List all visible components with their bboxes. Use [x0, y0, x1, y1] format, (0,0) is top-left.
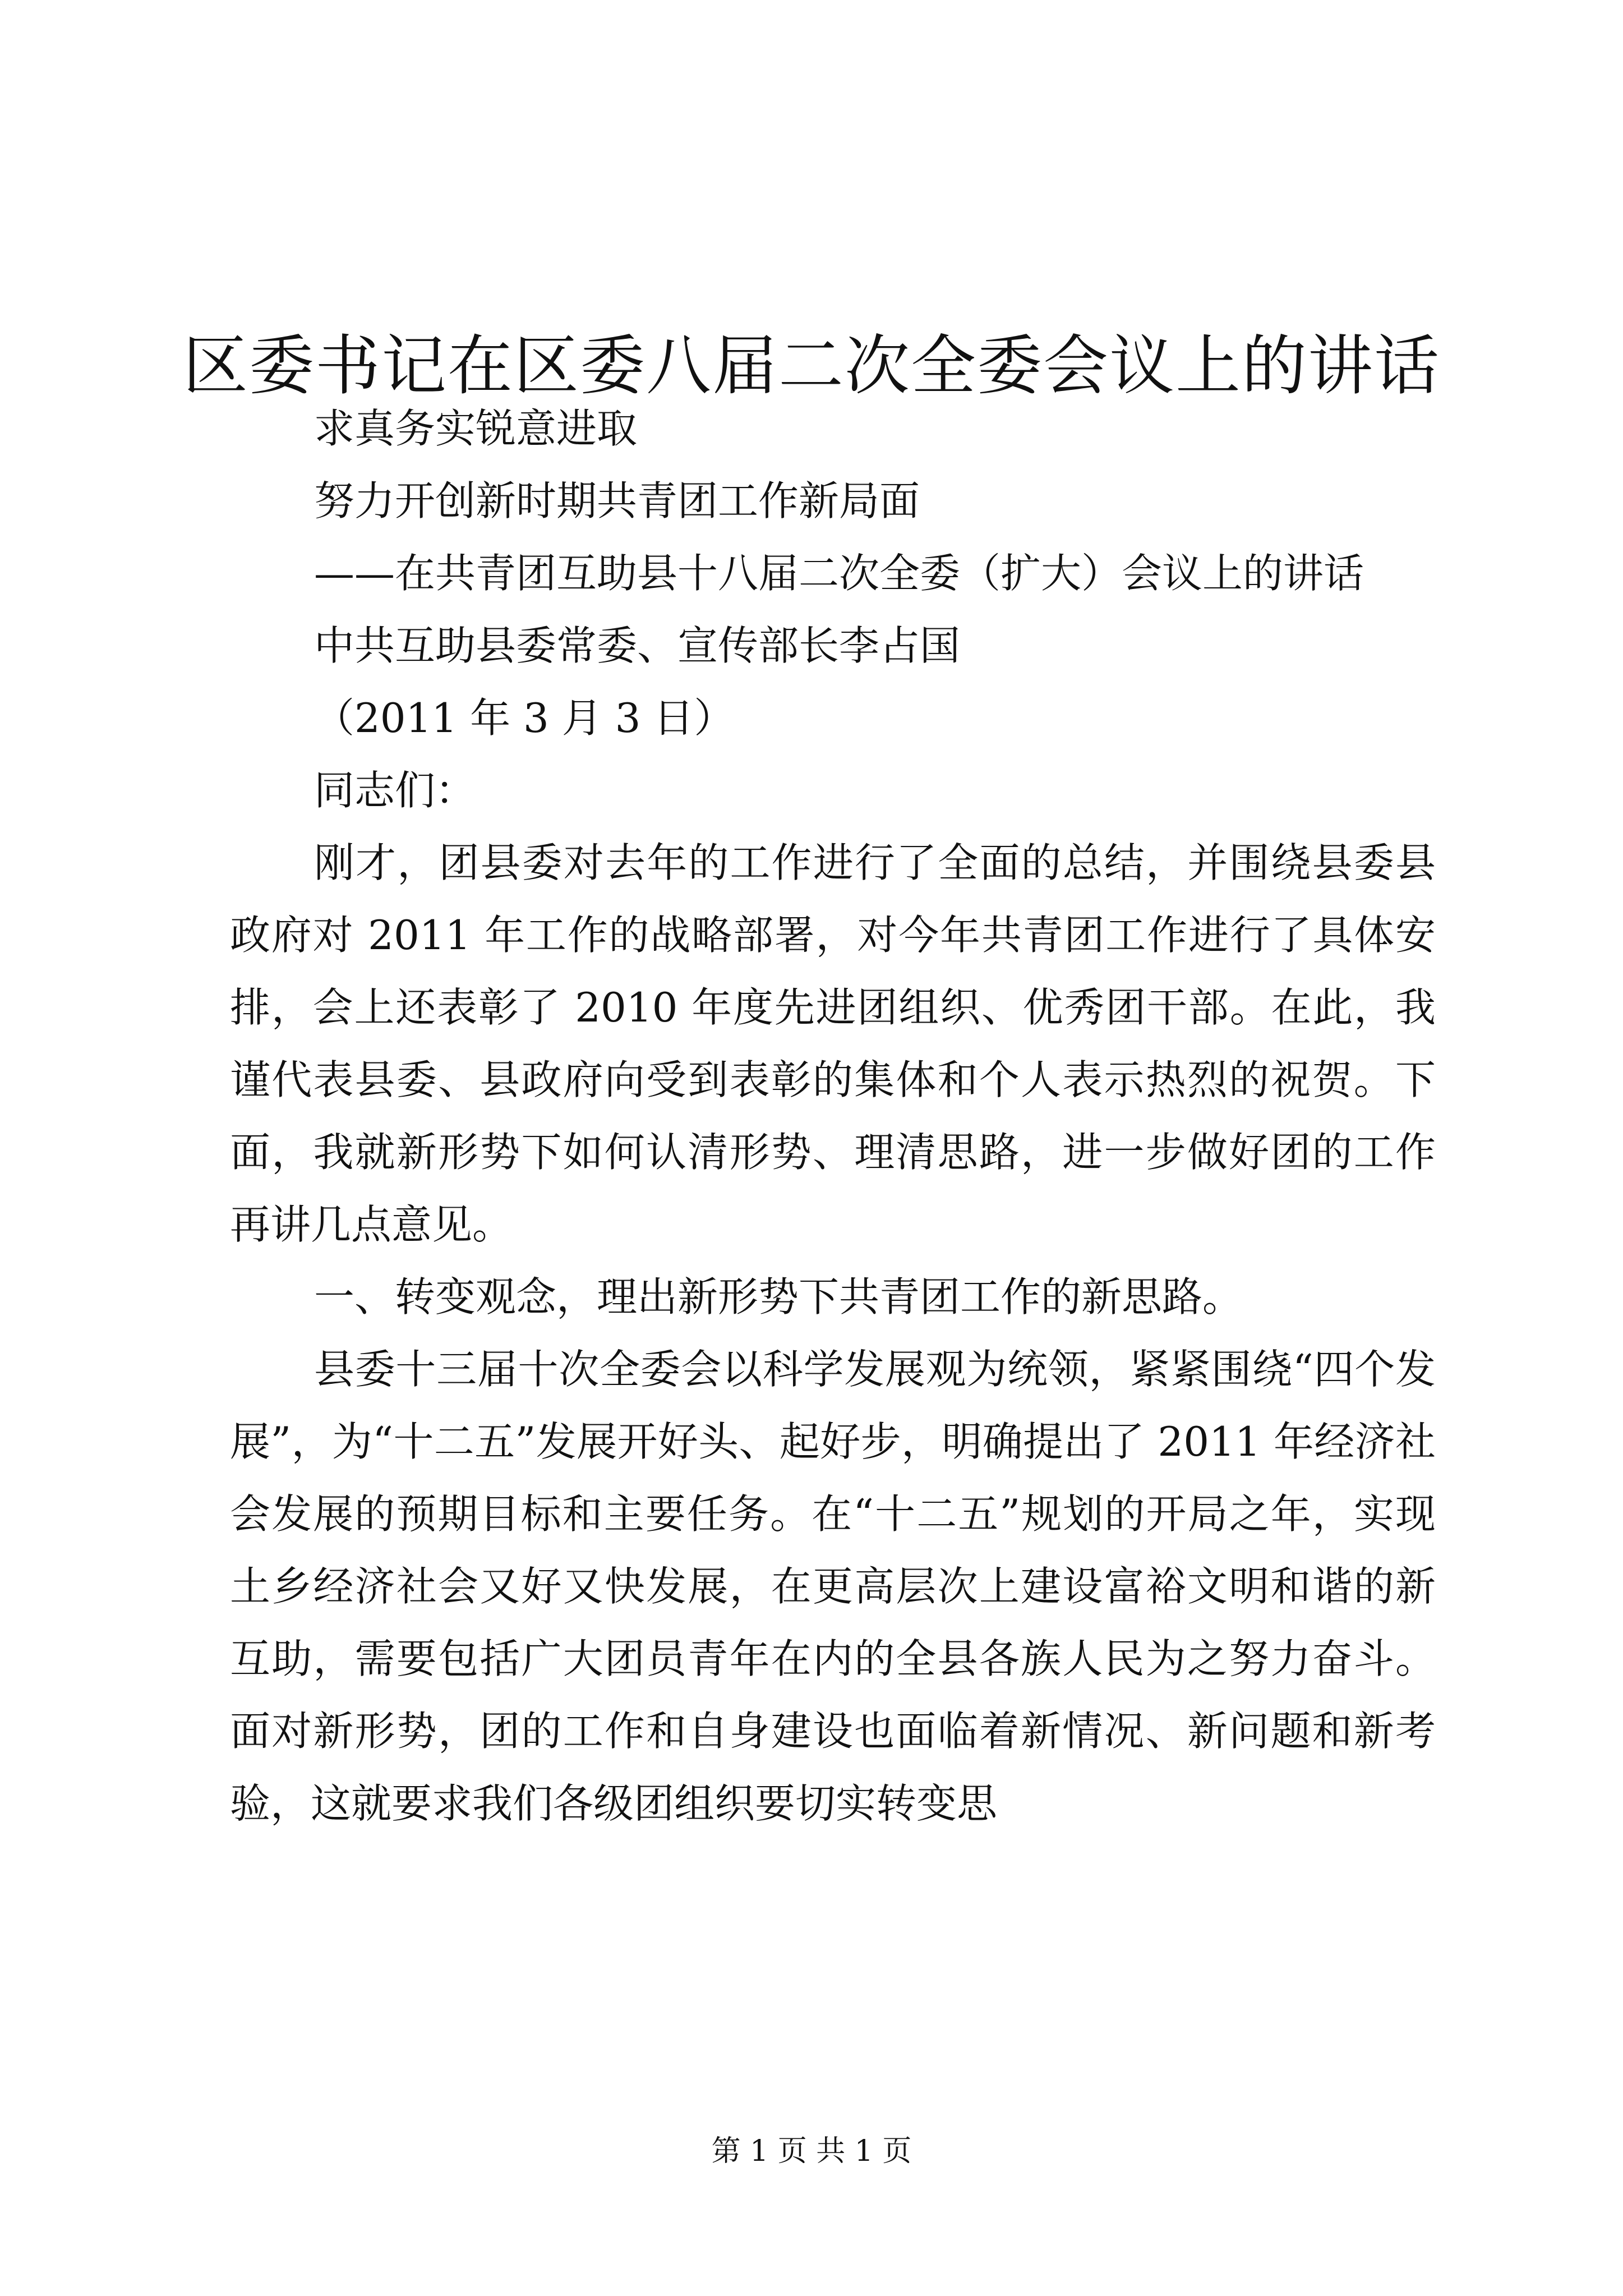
- heading-line-1: 求真务实锐意进取: [314, 405, 638, 452]
- document-body: [230, 393, 1436, 1840]
- body-paragraph-1: 刚才，团县委对去年的工作进行了全面的总结，并围绕县委县政府对 2011 年工作的战略部署，对今年共青团工作进行了具体安排，会上还表彰了 2010 年度先进团组织、优秀团干部。在此，我谨代表县委、县政府向受到表彰的集体和个人表示热烈的祝贺。下面，我就新形势下如何认清形势、理清思路，进一步做好团的工作再讲几点意见。: [230, 839, 1436, 1248]
- heading-line-2: 努力开创新时期共青团工作新局面: [314, 477, 920, 524]
- body-paragraph-2: 县委十三届十次全委会以科学发展观为统领，紧紧围绕“四个发展”，为“十二五”发展开好头、起好步，明确提出了 2011 年经济社会发展的预期目标和主要任务。在“十二五”规划的开局之年，实现土乡经济社会又好又快发展，在更高层次上建设富裕文明和谐的新互助，需要包括广大团员青年在内的全县各族人民为之努力奋斗。面对新形势，团的工作和自身建设也面临着新情况、新问题和新考验，这就要求我们各级团组织要切实转变思: [230, 1346, 1436, 1827]
- heading-line-4: 中共互助县委常委、宣传部长李占国: [314, 622, 961, 669]
- heading-line-5: （2011 年 3 月 3 日）: [314, 694, 735, 742]
- document-title: 区委书记在区委八届二次全委会议上的讲话: [183, 328, 1440, 404]
- section-heading-1: 一、转变观念，理出新形势下共青团工作的新思路。: [314, 1273, 1243, 1320]
- heading-line-3: ——在共青团互助县十八届二次全委（扩大）会议上的讲话: [314, 550, 1364, 597]
- page-footer: 第 1 页 共 1 页: [711, 2134, 912, 2168]
- salutation: 同志们：: [314, 767, 476, 814]
